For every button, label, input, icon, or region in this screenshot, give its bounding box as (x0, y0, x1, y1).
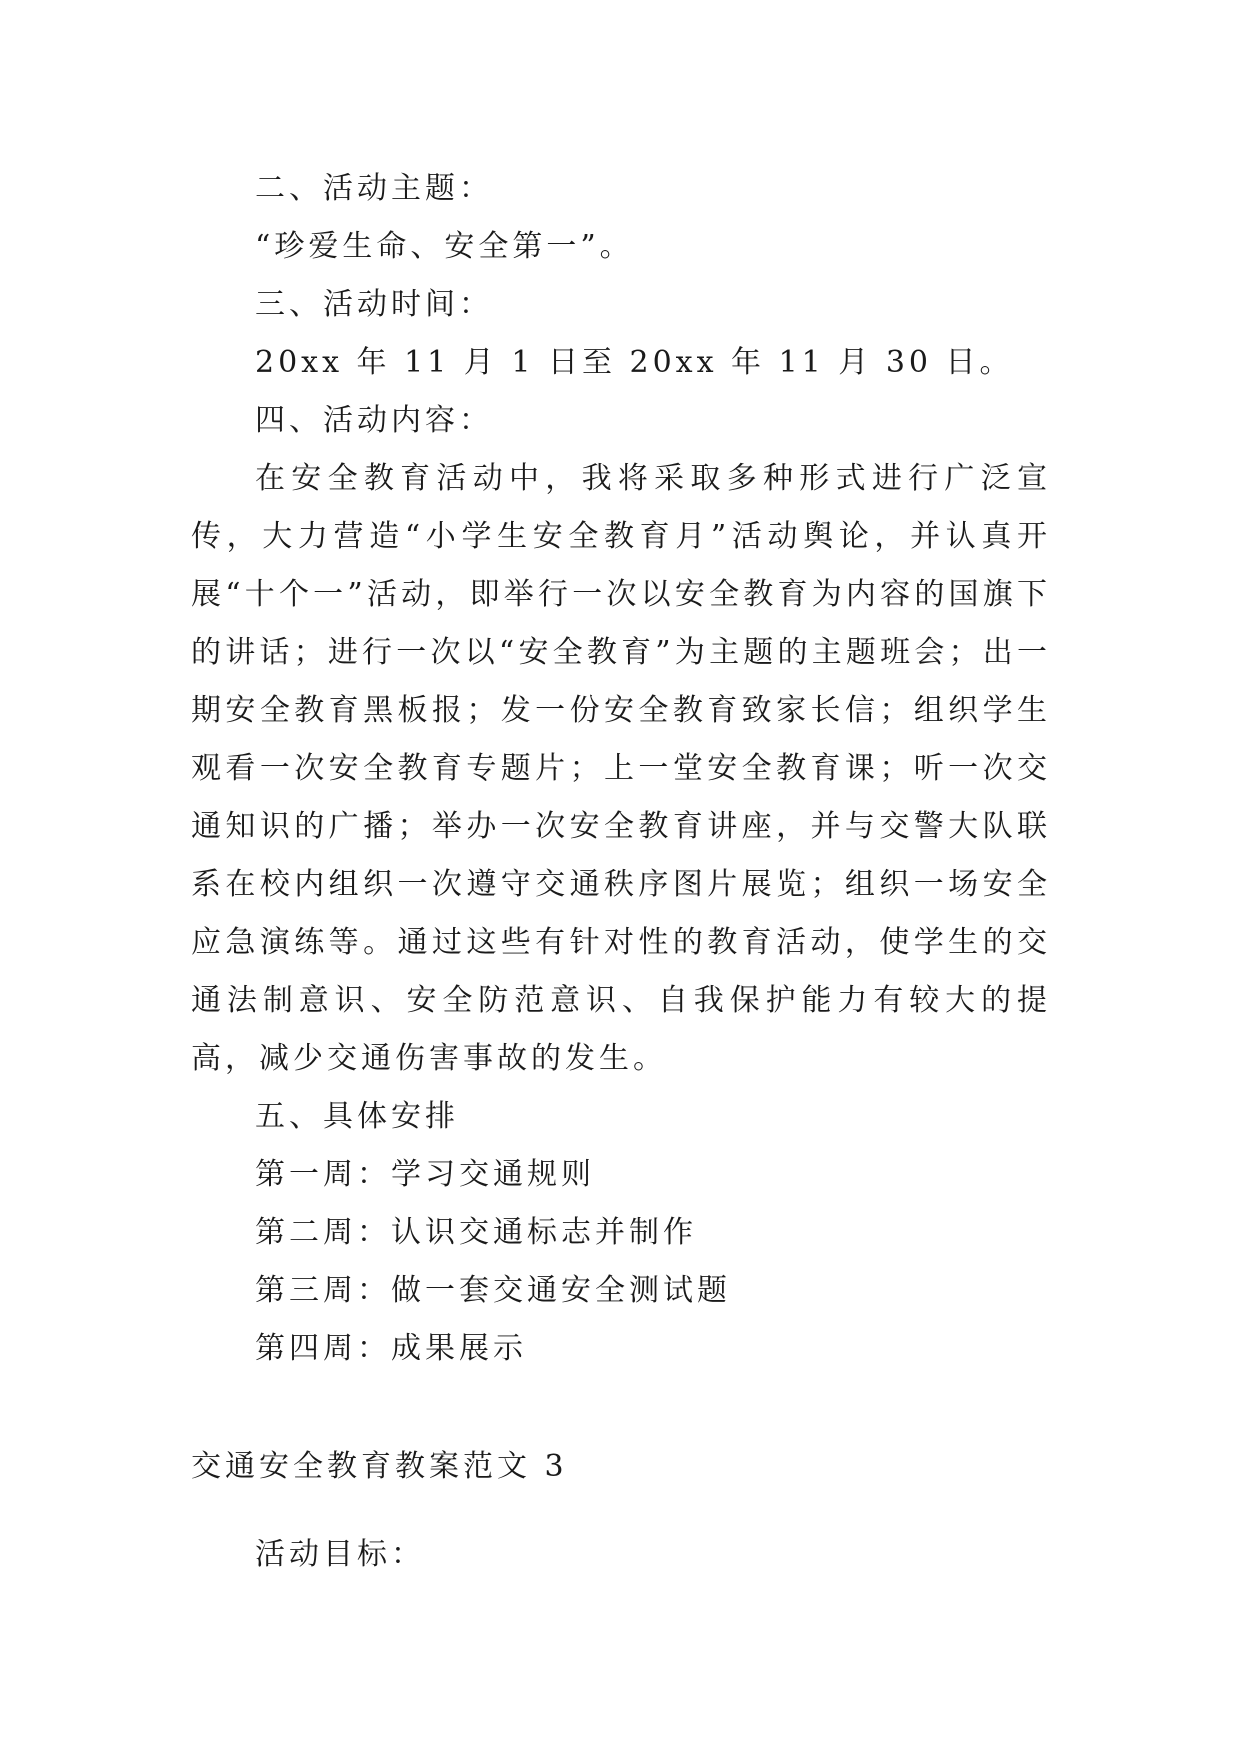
heading-activity-theme: 二、活动主题： (255, 171, 493, 206)
heading-schedule: 五、具体安排 (255, 1099, 459, 1134)
schedule-week-3: 第三周：做一套交通安全测试题 (255, 1273, 731, 1308)
heading-activity-goals: 活动目标： (255, 1537, 425, 1572)
schedule-week-2: 第二周：认识交通标志并制作 (255, 1215, 697, 1250)
activity-content-paragraph: 在安全教育活动中，我将采取多种形式进行广泛宣传，大力营造“小学生安全教育月”活动舆论，并认真开展“十个一”活动，即举行一次以安全教育为内容的国旗下的讲话；进行一次以“安全教育”为主题的主题班会；出一期安全教育黑板报；发一份安全教育致家长信；组织学生观看一次安全教育专题片；上一堂安全教育课；听一次交通知识的广播；举办一次安全教育讲座，并与交警大队联系在校内组织一次遵守交通秩序图片展览；组织一场安全应急演练等。通过这些有针对性的教育活动，使学生的交通法制意识、安全防范意识、自我保护能力有较大的提高，减少交通伤害事故的发生。 (191, 461, 1051, 1076)
section-title: 交通安全教育教案范文 3 (191, 1449, 568, 1484)
document-body (191, 160, 1051, 1584)
heading-activity-content: 四、活动内容： (255, 403, 493, 438)
heading-activity-time: 三、活动时间： (255, 287, 493, 322)
activity-theme-text: “珍爱生命、安全第一”。 (255, 229, 634, 264)
schedule-week-1: 第一周：学习交通规则 (255, 1157, 595, 1192)
schedule-week-4: 第四周：成果展示 (255, 1331, 527, 1366)
activity-time-text: 20xx 年 11 月 1 日至 20xx 年 11 月 30 日。 (255, 345, 1014, 380)
